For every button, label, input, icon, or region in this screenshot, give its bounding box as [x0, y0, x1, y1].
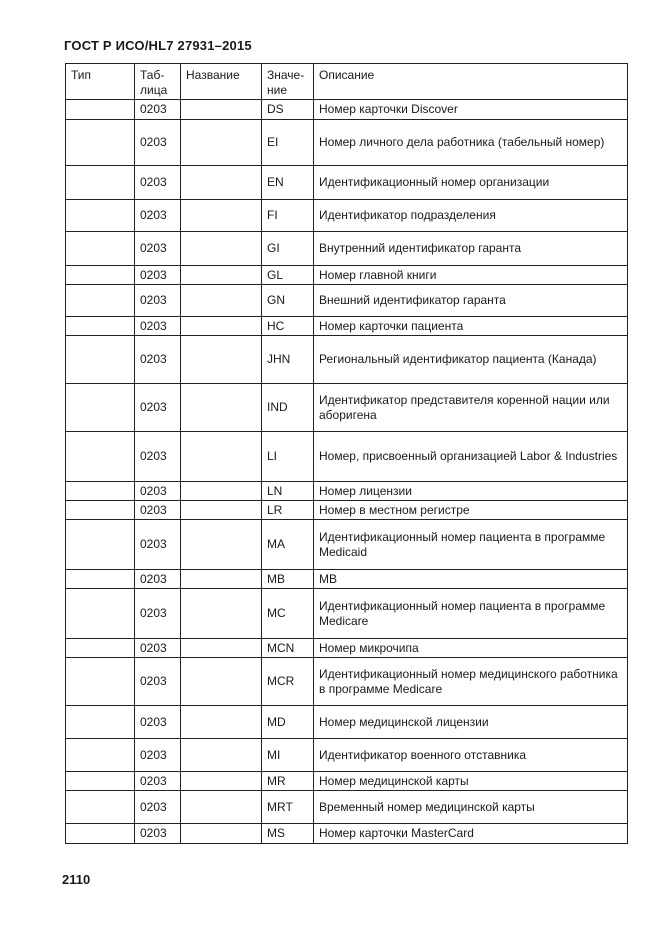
column-header-name: Название: [181, 64, 262, 100]
value-cell: MD: [262, 706, 314, 739]
type-cell: [66, 100, 135, 120]
table-cell: 0203: [135, 232, 181, 266]
type-cell: [66, 589, 135, 639]
description-cell: Номер микрочипа: [314, 639, 628, 658]
name-cell: [181, 317, 262, 336]
name-cell: [181, 384, 262, 432]
table-cell: 0203: [135, 658, 181, 706]
table-cell: 0203: [135, 285, 181, 317]
type-cell: [66, 739, 135, 772]
description-cell: Номер личного дела работника (табельный номер): [314, 120, 628, 166]
table-cell: 0203: [135, 520, 181, 570]
value-cell: MCN: [262, 639, 314, 658]
table-cell: 0203: [135, 501, 181, 520]
table-row: [66, 501, 628, 520]
value-cell: GN: [262, 285, 314, 317]
name-cell: [181, 824, 262, 844]
name-cell: [181, 232, 262, 266]
table-row: [66, 658, 628, 706]
type-cell: [66, 317, 135, 336]
type-cell: [66, 336, 135, 384]
value-cell: MS: [262, 824, 314, 844]
table-cell: 0203: [135, 739, 181, 772]
description-cell: Временный номер медицинской карты: [314, 791, 628, 824]
value-cell: JHN: [262, 336, 314, 384]
table-row: [66, 772, 628, 791]
description-cell: Идентификационный номер организации: [314, 166, 628, 200]
table-row: [66, 232, 628, 266]
table-row: [66, 482, 628, 501]
description-cell: Идентификационный номер пациента в программе Medicare: [314, 589, 628, 639]
name-cell: [181, 639, 262, 658]
description-cell: Региональный идентификатор пациента (Канада): [314, 336, 628, 384]
type-cell: [66, 520, 135, 570]
name-cell: [181, 336, 262, 384]
name-cell: [181, 482, 262, 501]
name-cell: [181, 570, 262, 589]
value-cell: MCR: [262, 658, 314, 706]
description-cell: Номер карточки Discover: [314, 100, 628, 120]
value-cell: GL: [262, 266, 314, 285]
name-cell: [181, 706, 262, 739]
type-cell: [66, 285, 135, 317]
table-row: [66, 520, 628, 570]
table-row: [66, 200, 628, 232]
table-cell: 0203: [135, 482, 181, 501]
table-row: [66, 432, 628, 482]
table-row: [66, 791, 628, 824]
table-header-row: [66, 64, 628, 100]
table-cell: 0203: [135, 166, 181, 200]
description-cell: Внешний идентификатор гаранта: [314, 285, 628, 317]
description-cell: Номер, присвоенный организацией Labor & Industries: [314, 432, 628, 482]
name-cell: [181, 501, 262, 520]
description-cell: Номер в местном регистре: [314, 501, 628, 520]
name-cell: [181, 772, 262, 791]
type-cell: [66, 501, 135, 520]
description-cell: Номер медицинской лицензии: [314, 706, 628, 739]
table-row: [66, 266, 628, 285]
name-cell: [181, 739, 262, 772]
type-cell: [66, 200, 135, 232]
table-row: [66, 824, 628, 844]
description-cell: Идентификационный номер медицинского работника в программе Medicare: [314, 658, 628, 706]
table-cell: 0203: [135, 432, 181, 482]
type-cell: [66, 120, 135, 166]
table-row: [66, 120, 628, 166]
name-cell: [181, 589, 262, 639]
value-cell: LI: [262, 432, 314, 482]
table-cell: 0203: [135, 570, 181, 589]
column-header-type: Тип: [66, 64, 135, 100]
name-cell: [181, 791, 262, 824]
description-cell: Номер главной книги: [314, 266, 628, 285]
description-cell: Номер медицинской карты: [314, 772, 628, 791]
column-header-table: Таб- лица: [135, 64, 181, 100]
table-cell: 0203: [135, 317, 181, 336]
type-cell: [66, 791, 135, 824]
table-cell: 0203: [135, 791, 181, 824]
name-cell: [181, 520, 262, 570]
type-cell: [66, 639, 135, 658]
name-cell: [181, 266, 262, 285]
type-cell: [66, 232, 135, 266]
description-cell: Номер лицензии: [314, 482, 628, 501]
value-cell: MRT: [262, 791, 314, 824]
type-cell: [66, 772, 135, 791]
table-cell: 0203: [135, 120, 181, 166]
table-row: [66, 100, 628, 120]
description-cell: Номер карточки MasterCard: [314, 824, 628, 844]
value-cell: FI: [262, 200, 314, 232]
name-cell: [181, 285, 262, 317]
table-cell: 0203: [135, 336, 181, 384]
document-header: ГОСТ Р ИСО/HL7 27931–2015: [64, 38, 252, 53]
identifier-type-table: [65, 63, 628, 844]
table-row: [66, 570, 628, 589]
description-cell: Номер карточки пациента: [314, 317, 628, 336]
table-row: [66, 739, 628, 772]
value-cell: MC: [262, 589, 314, 639]
table-row: [66, 706, 628, 739]
value-cell: GI: [262, 232, 314, 266]
name-cell: [181, 100, 262, 120]
value-cell: HC: [262, 317, 314, 336]
type-cell: [66, 384, 135, 432]
type-cell: [66, 570, 135, 589]
description-cell: Идентификатор подразделения: [314, 200, 628, 232]
column-header-description: Описание: [314, 64, 628, 100]
value-cell: DS: [262, 100, 314, 120]
value-cell: MB: [262, 570, 314, 589]
table-cell: 0203: [135, 266, 181, 285]
name-cell: [181, 432, 262, 482]
description-cell: MB: [314, 570, 628, 589]
table-row: [66, 317, 628, 336]
table-row: [66, 384, 628, 432]
value-cell: IND: [262, 384, 314, 432]
type-cell: [66, 432, 135, 482]
description-cell: Внутренний идентификатор гаранта: [314, 232, 628, 266]
value-cell: MR: [262, 772, 314, 791]
table-row: [66, 166, 628, 200]
table-cell: 0203: [135, 384, 181, 432]
table-row: [66, 639, 628, 658]
table-cell: 0203: [135, 824, 181, 844]
value-cell: MI: [262, 739, 314, 772]
table-cell: 0203: [135, 200, 181, 232]
name-cell: [181, 200, 262, 232]
description-cell: Идентификационный номер пациента в программе Medicaid: [314, 520, 628, 570]
type-cell: [66, 824, 135, 844]
description-cell: Идентификатор представителя коренной нации или аборигена: [314, 384, 628, 432]
page-number: 2110: [62, 872, 91, 887]
table-row: [66, 589, 628, 639]
type-cell: [66, 658, 135, 706]
description-cell: Идентификатор военного отставника: [314, 739, 628, 772]
value-cell: EN: [262, 166, 314, 200]
type-cell: [66, 482, 135, 501]
table-cell: 0203: [135, 639, 181, 658]
table-cell: 0203: [135, 100, 181, 120]
type-cell: [66, 266, 135, 285]
type-cell: [66, 706, 135, 739]
value-cell: MA: [262, 520, 314, 570]
table-cell: 0203: [135, 589, 181, 639]
table-row: [66, 336, 628, 384]
name-cell: [181, 120, 262, 166]
column-header-value: Значе- ние: [262, 64, 314, 100]
table-cell: 0203: [135, 706, 181, 739]
table-cell: 0203: [135, 772, 181, 791]
type-cell: [66, 166, 135, 200]
value-cell: EI: [262, 120, 314, 166]
table-row: [66, 285, 628, 317]
value-cell: LR: [262, 501, 314, 520]
name-cell: [181, 658, 262, 706]
value-cell: LN: [262, 482, 314, 501]
name-cell: [181, 166, 262, 200]
